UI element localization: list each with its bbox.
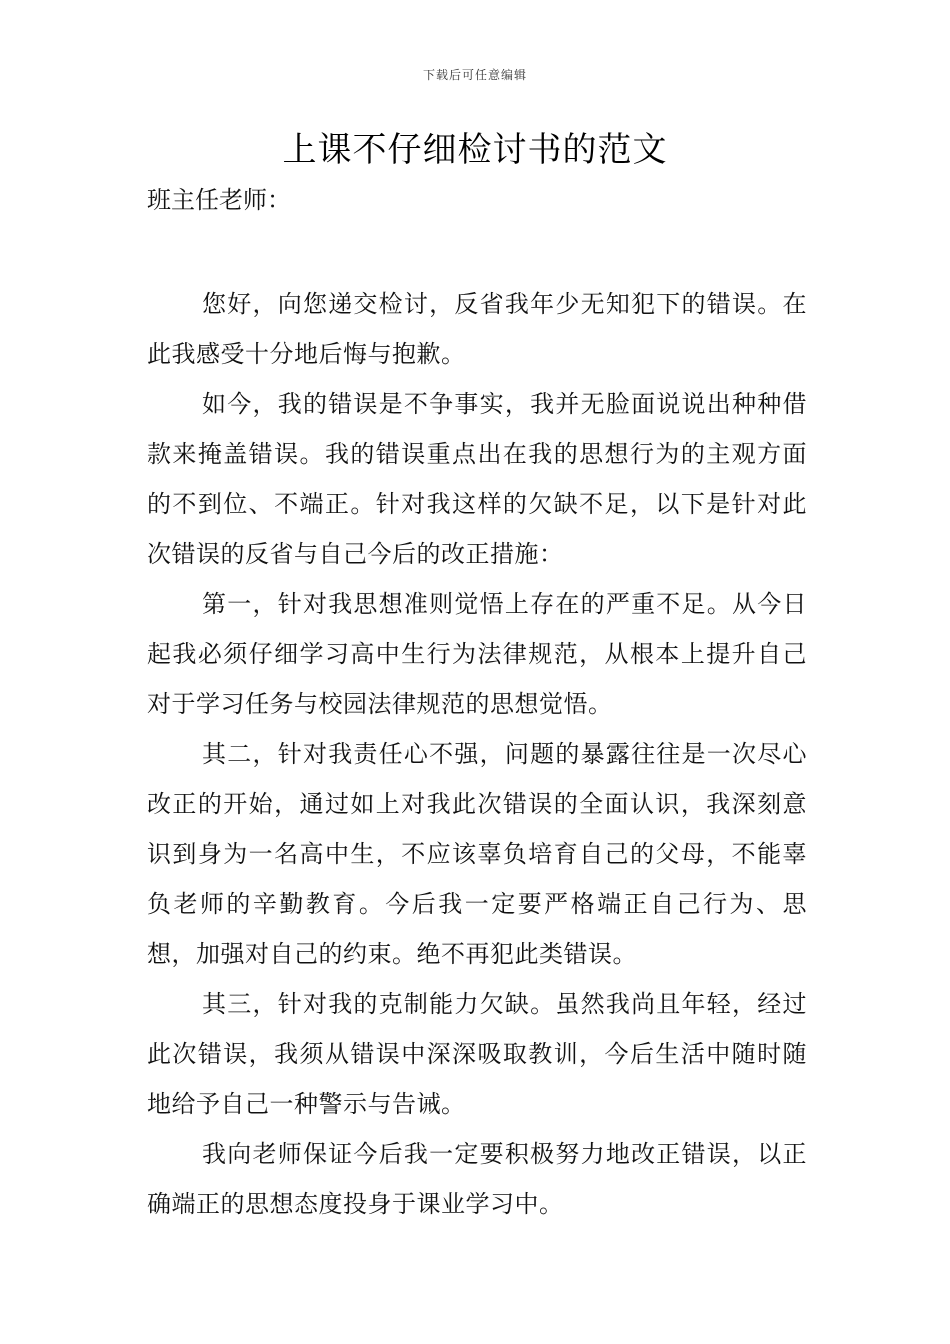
paragraph: 您好，向您递交检讨，反省我年少无知犯下的错误。在此我感受十分地后悔与抱歉。 [147, 290, 807, 368]
paragraph: 如今，我的错误是不争事实，我并无脸面说说出种种借款来掩盖错误。我的错误重点出在我的思想行为的主观方面的不到位、不端正。针对我这样的欠缺不足，以下是针对此次错误的反省与自己今后的改正措施： [147, 390, 807, 568]
document-body [147, 279, 807, 1229]
document-title: 上课不仔细检讨书的范文 [282, 130, 668, 170]
salutation: 班主任老师： [147, 186, 291, 214]
paragraph: 其二，针对我责任心不强，问题的暴露往往是一次尽心改正的开始，通过如上对我此次错误的全面认识，我深刻意识到身为一名高中生，不应该辜负培育自己的父母，不能辜负老师的辛勤教育。今后我一定要严格端正自己行为、思想，加强对自己的约束。绝不再犯此类错误。 [147, 740, 807, 968]
paragraph: 我向老师保证今后我一定要积极努力地改正错误，以正确端正的思想态度投身于课业学习中。 [147, 1140, 807, 1218]
paragraph: 第一，针对我思想准则觉悟上存在的严重不足。从今日起我必须仔细学习高中生行为法律规范，从根本上提升自己对于学习任务与校园法律规范的思想觉悟。 [147, 590, 807, 718]
paragraph: 其三，针对我的克制能力欠缺。虽然我尚且年轻，经过此次错误，我须从错误中深深吸取教训，今后生活中随时随地给予自己一种警示与告诫。 [147, 990, 807, 1118]
header-note: 下载后可任意编辑 [422, 68, 527, 82]
